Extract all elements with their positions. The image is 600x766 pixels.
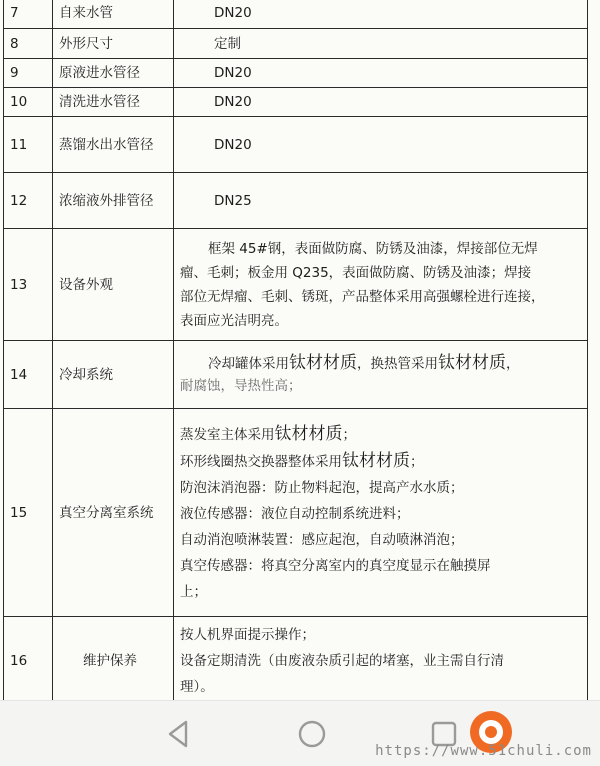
- row-value: DN20: [174, 0, 588, 29]
- spec-table: [3, 0, 588, 705]
- table-row: [4, 341, 588, 409]
- row-value: [174, 617, 588, 705]
- row-name: 原液进水管径: [53, 59, 174, 88]
- row-number: 8: [4, 29, 53, 59]
- row-name: 冷却系统: [53, 341, 174, 409]
- row-number: 14: [4, 341, 53, 409]
- table-row: [4, 617, 588, 705]
- maintenance-line: 理）。: [180, 678, 214, 695]
- appearance-line: 瘤、毛刺；板金用 Q235，表面做防腐、防锈及油漆；焊接: [180, 264, 532, 281]
- material-text: 钛材材质: [289, 353, 357, 373]
- row-value: DN20: [174, 88, 588, 117]
- row-value: DN25: [174, 173, 588, 229]
- table-row: [4, 88, 588, 117]
- vacuum-line: 液位传感器：液位自动控制系统进料；: [180, 505, 410, 522]
- vacuum-line: 防泡沫消泡器：防止物料起泡，提高产水水质；: [180, 479, 464, 496]
- row-number: 9: [4, 59, 53, 88]
- table-row: [4, 29, 588, 59]
- row-value: [174, 341, 588, 409]
- row-number: 15: [4, 409, 53, 617]
- row-number: 7: [4, 0, 53, 29]
- maintenance-line: 按人机界面提示操作；: [180, 626, 315, 643]
- material-text: 钛材材质: [438, 353, 506, 373]
- cooling-text: ，: [506, 356, 520, 372]
- row-name: 清洗进水管径: [53, 88, 174, 117]
- vacuum-text: 环形线圈热交换器整体采用: [180, 453, 342, 470]
- row-value: [174, 409, 588, 617]
- row-number: 11: [4, 117, 53, 173]
- row-number: 12: [4, 173, 53, 229]
- appearance-line: 部位无焊瘤、毛刺、锈斑，产品整体采用高强螺栓进行连接，: [180, 288, 545, 305]
- row-number: 10: [4, 88, 53, 117]
- row-value: 定制: [174, 29, 588, 59]
- row-number: 13: [4, 229, 53, 341]
- row-name: 蒸馏水出水管径: [53, 117, 174, 173]
- vacuum-text: 蒸发室主体采用: [180, 426, 275, 443]
- row-name: 浓缩液外排管径: [53, 173, 174, 229]
- vacuum-text: ；: [342, 426, 356, 443]
- vacuum-line: 上；: [180, 583, 207, 600]
- cooling-text: ，换热管采用: [357, 356, 438, 372]
- row-name: 自来水管: [53, 0, 174, 29]
- vacuum-line: [180, 421, 581, 448]
- row-value: DN20: [174, 117, 588, 173]
- appearance-line: 框架 45#钢，表面做防腐、防锈及油漆，焊接部位无焊: [208, 240, 538, 257]
- row-name: 设备外观: [53, 229, 174, 341]
- table-row: [4, 229, 588, 341]
- row-name: 外形尺寸: [53, 29, 174, 59]
- table-row: [4, 0, 588, 29]
- cooling-line: 耐腐蚀，导热性高；: [180, 378, 302, 394]
- watermark: https://www.51chuli.com: [375, 743, 592, 759]
- maintenance-line: 设备定期清洗（由废液杂质引起的堵塞，业主需自行清: [180, 652, 504, 669]
- table-row: [4, 409, 588, 617]
- vacuum-line: 自动消泡喷淋装置：感应起泡，自动喷淋消泡；: [180, 531, 464, 548]
- row-value: [174, 229, 588, 341]
- material-text: 钛材材质: [274, 423, 343, 444]
- table-row: [4, 59, 588, 88]
- back-icon[interactable]: [160, 714, 200, 754]
- table-row: [4, 173, 588, 229]
- cooling-text: 冷却罐体采用: [208, 356, 289, 372]
- home-icon[interactable]: [292, 714, 332, 754]
- row-number: 16: [4, 617, 53, 705]
- table-row: [4, 117, 588, 173]
- row-name: 维护保养: [53, 617, 174, 705]
- material-text: 钛材材质: [342, 450, 410, 471]
- appearance-line: 表面应光洁明亮。: [180, 312, 288, 329]
- vacuum-line: [180, 448, 581, 475]
- vacuum-text: ；: [410, 453, 424, 470]
- cooling-line: [180, 352, 581, 375]
- row-value: DN20: [174, 59, 588, 88]
- row-name: 真空分离室系统: [53, 409, 174, 617]
- vacuum-line: 真空传感器：将真空分离室内的真空度显示在触摸屏: [180, 557, 491, 574]
